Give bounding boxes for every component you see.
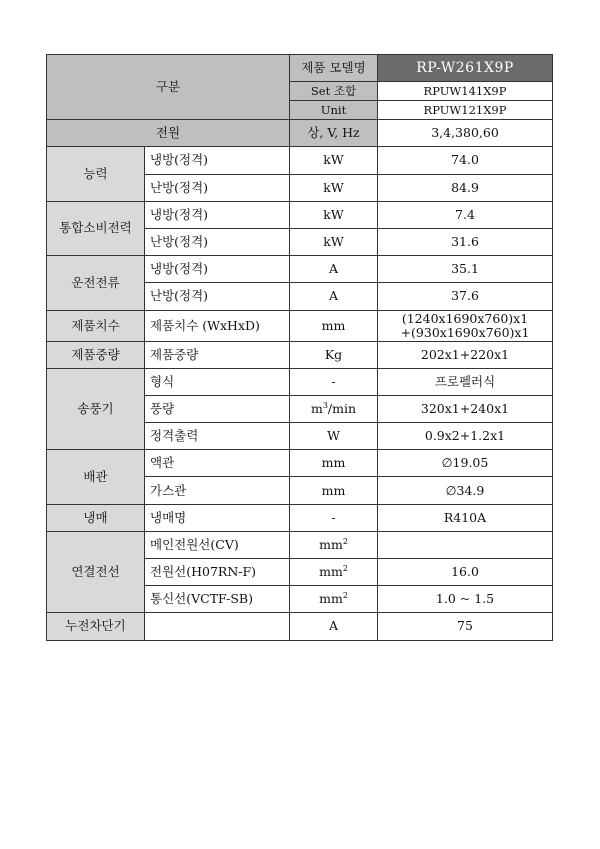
consumption-cool-label: 냉방(정격) — [145, 201, 290, 228]
dimension-unit: mm — [290, 310, 378, 341]
current-label: 운전전류 — [47, 256, 145, 310]
consumption-heat-unit: kW — [290, 228, 378, 255]
piping-gas-value: ∅34.9 — [378, 477, 553, 504]
fan-output-value: 0.9x2+1.2x1 — [378, 423, 553, 450]
wiring-main-label: 메인전원선(CV) — [145, 531, 290, 558]
category-header: 구분 — [47, 55, 290, 120]
consumption-cool-row — [47, 201, 553, 228]
header-row-model — [47, 55, 553, 82]
consumption-cool-value: 7.4 — [378, 201, 553, 228]
fan-airflow-unit: $m^3/\min$ — [290, 395, 378, 422]
wiring-main-unit: $mm^2$ — [290, 531, 378, 558]
set-label: Set 조합 — [290, 82, 378, 101]
refrigerant-value: R410A — [378, 504, 553, 531]
wiring-comm-label: 통신선(VCTF-SB) — [145, 586, 290, 613]
piping-liquid-unit: mm — [290, 450, 378, 477]
wiring-comm-unit: $mm^2$ — [290, 586, 378, 613]
piping-label: 배관 — [47, 450, 145, 504]
dimension-sub-label: 제품치수 (WxHxD) — [145, 310, 290, 341]
fan-type-unit: - — [290, 368, 378, 395]
wiring-label: 연결전선 — [47, 531, 145, 613]
refrigerant-unit: - — [290, 504, 378, 531]
set-value-2: RPUW121X9P — [378, 101, 553, 120]
piping-liquid-value: ∅19.05 — [378, 450, 553, 477]
power-unit: 상, V, Hz — [290, 120, 378, 147]
fan-label: 송풍기 — [47, 368, 145, 450]
piping-liquid-label: 액관 — [145, 450, 290, 477]
capacity-heat-unit: kW — [290, 174, 378, 201]
current-heat-unit: A — [290, 283, 378, 310]
dimension-value — [378, 310, 553, 341]
capacity-cool-value: 74.0 — [378, 147, 553, 174]
wiring-power-value: 16.0 — [378, 559, 553, 586]
consumption-heat-label: 난방(정격) — [145, 228, 290, 255]
breaker-row — [47, 613, 553, 640]
power-row — [47, 120, 553, 147]
dimension-value-line-2: +(930x1690x760)x1 — [400, 324, 530, 340]
wiring-comm-value: 1.0 ~ 1.5 — [378, 586, 553, 613]
refrigerant-sub-label: 냉매명 — [145, 504, 290, 531]
capacity-label: 능력 — [47, 147, 145, 201]
fan-type-row — [47, 368, 553, 395]
capacity-heat-value: 84.9 — [378, 174, 553, 201]
current-cool-row — [47, 256, 553, 283]
consumption-label: 통합소비전력 — [47, 201, 145, 255]
weight-value: 202x1+220x1 — [378, 341, 553, 368]
fan-output-label: 정격출력 — [145, 423, 290, 450]
consumption-heat-value: 31.6 — [378, 228, 553, 255]
current-heat-label: 난방(정격) — [145, 283, 290, 310]
set-value-1: RPUW141X9P — [378, 82, 553, 101]
weight-label: 제품중량 — [47, 341, 145, 368]
breaker-label: 누전차단기 — [47, 613, 145, 640]
dimension-value-line-1: (1240x1690x760)x1 — [401, 310, 529, 326]
current-cool-value: 35.1 — [378, 256, 553, 283]
wiring-main-value — [378, 531, 553, 558]
piping-liquid-row — [47, 450, 553, 477]
capacity-heat-label: 난방(정격) — [145, 174, 290, 201]
piping-gas-unit: mm — [290, 477, 378, 504]
wiring-power-unit: $mm^2$ — [290, 559, 378, 586]
capacity-cool-unit: kW — [290, 147, 378, 174]
model-label: 제품 모델명 — [290, 55, 378, 82]
dimension-row — [47, 310, 553, 341]
capacity-cool-label: 냉방(정격) — [145, 147, 290, 174]
power-value: 3,4,380,60 — [378, 120, 553, 147]
breaker-value: 75 — [378, 613, 553, 640]
current-heat-value: 37.6 — [378, 283, 553, 310]
breaker-unit: A — [290, 613, 378, 640]
weight-sub-label: 제품중량 — [145, 341, 290, 368]
wiring-power-label: 전원선(H07RN-F) — [145, 559, 290, 586]
consumption-cool-unit: kW — [290, 201, 378, 228]
fan-airflow-label: 풍량 — [145, 395, 290, 422]
model-value: RP-W261X9P — [378, 55, 553, 82]
breaker-sub-label — [145, 613, 290, 640]
capacity-cool-row — [47, 147, 553, 174]
refrigerant-row — [47, 504, 553, 531]
piping-gas-label: 가스관 — [145, 477, 290, 504]
unit-label: Unit — [290, 101, 378, 120]
fan-type-value: 프로펠러식 — [378, 368, 553, 395]
fan-output-unit: W — [290, 423, 378, 450]
wiring-main-row — [47, 531, 553, 558]
spec-table — [46, 54, 553, 641]
current-cool-unit: A — [290, 256, 378, 283]
power-label: 전원 — [47, 120, 290, 147]
fan-airflow-value: 320x1+240x1 — [378, 395, 553, 422]
weight-unit: Kg — [290, 341, 378, 368]
refrigerant-label: 냉매 — [47, 504, 145, 531]
fan-type-label: 형식 — [145, 368, 290, 395]
dimension-label: 제품치수 — [47, 310, 145, 341]
current-cool-label: 냉방(정격) — [145, 256, 290, 283]
weight-row — [47, 341, 553, 368]
